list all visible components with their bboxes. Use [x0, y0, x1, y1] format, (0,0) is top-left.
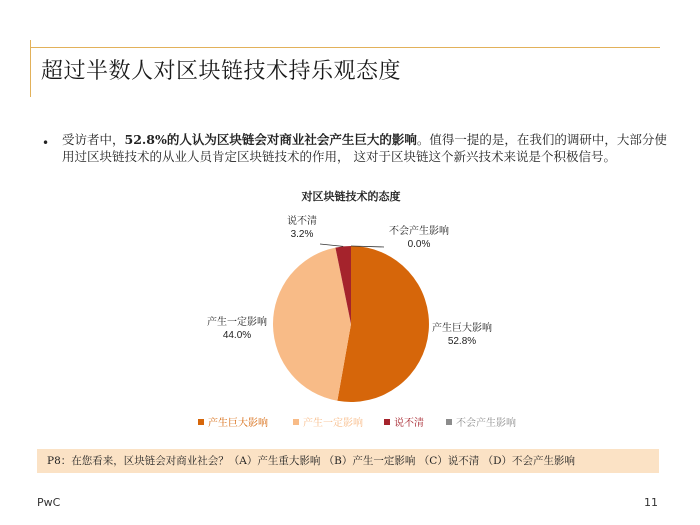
legend-swatch [384, 419, 390, 425]
pie-slice-value: 0.0% [407, 239, 431, 250]
pie-slice-label: 产生巨大影响 [432, 323, 492, 334]
legend-swatch [198, 419, 204, 425]
pie-slice-label: 不会产生影响 [389, 226, 449, 237]
legend-label: 产生一定影响 [303, 418, 363, 429]
legend-label: 说不清 [394, 418, 424, 429]
bullet-text-post: 。值得一提的是，在我们的调研中，大部分使用过区块链技术的从业人员肯定区块链技术的作用， 这对于区块链这个新兴技术来说是个积极信号。 [62, 132, 667, 164]
bullet-text-bold: 52.8%的人认为区块链会对商业社会产生巨大的影响 [124, 132, 417, 147]
pie-slice-label: 说不清 [287, 216, 317, 227]
page-number: 11 [644, 496, 658, 509]
pie-slice-value: 52.8% [447, 336, 477, 347]
legend-swatch [446, 419, 452, 425]
pie-slice-label: 产生一定影响 [207, 317, 267, 328]
legend-item [293, 416, 363, 429]
legend-item [446, 416, 516, 429]
legend-label: 产生巨大影响 [208, 418, 268, 429]
question-note: P8：在您看来，区块链会对商业社会？（A）产生重大影响 （B）产生一定影响 （C）说不清 （D）不会产生影响 [37, 449, 659, 473]
chart-title: 对区块链技术的态度 [301, 191, 401, 203]
pie-slice-value: 3.2% [290, 229, 314, 240]
pie-slice [337, 246, 429, 402]
bullet-text-pre: 受访者中， [62, 132, 125, 147]
legend-item [384, 416, 424, 429]
pie-slice-value: 44.0% [222, 330, 252, 341]
footer-brand: PwC [37, 496, 61, 509]
page-title: 超过半数人对区块链技术持乐观态度 [41, 59, 402, 84]
bullet-marker: • [42, 136, 50, 150]
legend-label: 不会产生影响 [456, 418, 516, 429]
legend-item [198, 416, 268, 429]
pie-leader-line [320, 244, 343, 246]
pie-slice [273, 248, 351, 401]
legend-swatch [293, 419, 299, 425]
